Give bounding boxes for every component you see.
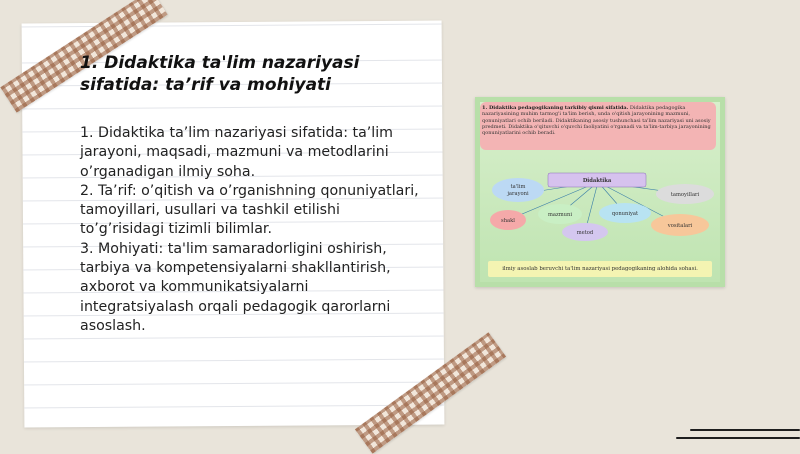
thumb-header-text: Didaktika pedagogika nazariyasining muhim tarmog'i ta'lim berish, unda o'qitish jarayonining mazmuni, qonuniyatlari ochib beriladi. Didaktikaning asosiy tushunchasi ta'lim nazariyasi uni asosiy predmeti. Didaktika o'qituvchi o'quvchi faoliyatini o'rganadi va ta'lim-tarbiya jarayonining qonuniyatlarini ochib beradi. (482, 105, 711, 137)
thumb-label-vositalari: vositalari (667, 223, 693, 229)
thumb-header-title: 1. Didaktika pedagogikaning tarkibiy qismi sifatida. (482, 105, 629, 111)
thumb-label-metod: metod (576, 230, 594, 236)
thumb-center-label: Didaktika (582, 178, 612, 184)
embedded-slide-image (475, 97, 725, 287)
thumb-label-jarayoni: jarayoni (507, 191, 529, 197)
thumb-diagram (480, 102, 720, 262)
decorative-line-1 (690, 429, 800, 431)
thumb-node-talim-jarayoni (492, 178, 544, 202)
paragraph-3: 3. Mohiyati: ta'lim samaradorligini oshirish, tarbiya va kompetensiyalarni shakllantirish, axborot va kommunikatsiyalarni integratsiyalash orqali pedagogik qarorlarni asoslash. (80, 240, 391, 334)
thumb-label-qonuniyat: qonuniyat (611, 211, 639, 217)
paragraph-2: 2. Ta’rif: o’qitish va o’rganishning qonuniyatlari, tamoyillari, usullari va tashkil etilishi to’g’risidagi tizimli bilimlar. (80, 182, 419, 238)
thumb-footer-box: ilmiy asoslab beruvchi ta'lim nazariyasi pedagogikaning alohida sohasi. (488, 261, 712, 277)
slide-body (80, 124, 425, 336)
thumb-label-talim: ta'lim (510, 184, 526, 190)
decorative-line-2 (676, 437, 800, 439)
thumb-label-mazmuni: mazmuni (547, 212, 573, 218)
embedded-slide-content (480, 102, 720, 282)
thumb-label-tamoyillari: tamoyillari (670, 192, 700, 198)
thumb-label-shakl: shakl (501, 218, 515, 224)
slide-title: 1. Didaktika ta'lim nazariyasi sifatida: ta’rif va mohiyati (80, 53, 360, 95)
paragraph-1: 1. Didaktika ta’lim nazariyasi sifatida: ta’lim jarayoni, maqsadi, mazmuni va metodlarini o’rganadigan ilmiy soha. (80, 125, 394, 180)
